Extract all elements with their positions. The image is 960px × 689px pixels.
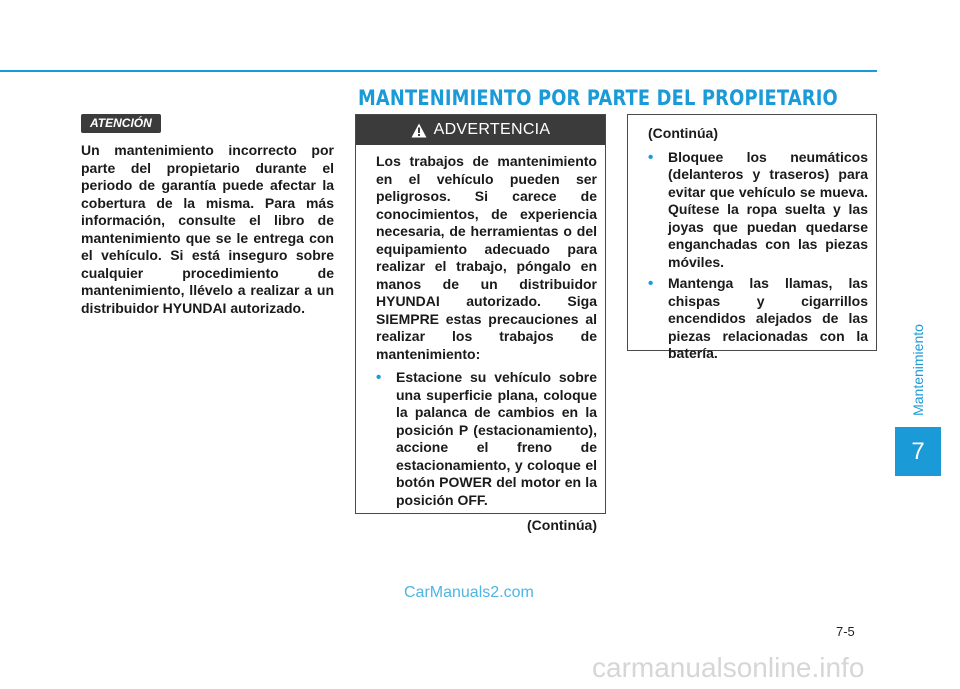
- warning-header-label: ADVERTENCIA: [433, 121, 551, 138]
- warning-header: [356, 115, 605, 145]
- continues-label: (Continúa): [527, 517, 597, 533]
- watermark-primary: CarManuals2.com: [404, 584, 534, 601]
- watermark-secondary: carmanualsonline.info: [592, 652, 865, 683]
- warning-box: [355, 114, 606, 533]
- caution-label: ATENCIÓN: [81, 114, 161, 133]
- chapter-label-text: Mantenimiento: [910, 324, 927, 416]
- caution-text: Un mantenimiento incorrecto por parte del propietario durante el periodo de garantía puede afectar la cobertura de la misma. Para más información, consulte el libro de mantenimiento que se le entrega con el vehículo. Si está inseguro sobre cualquier procedimiento de mantenimiento, llévelo a realizar a un distribuidor HYUNDAI autorizado.: [81, 142, 334, 316]
- continued-body: [628, 115, 876, 363]
- continued-list: [648, 149, 868, 363]
- warning-item: • Estacione su vehículo sobre una superficie plana, coloque la palanca de cambios en la posición P (estacionamiento), accione el freno de estacionamiento, y coloque el botón POWER del motor en la posición OFF.: [376, 369, 597, 509]
- warning-body: [356, 145, 605, 535]
- page-number: 7-5: [836, 624, 855, 639]
- chapter-tab: 7: [895, 427, 941, 476]
- top-rule: [0, 70, 877, 72]
- warning-list: [376, 369, 597, 509]
- section-title: MANTENIMIENTO POR PARTE DEL PROPIETARIO: [358, 86, 838, 110]
- chapter-label: [893, 324, 943, 416]
- continued-item: • Bloquee los neumáticos (delanteros y traseros) para evitar que vehículo se mueva. Quítese la ropa suelta y las joyas que puedan quedarse enganchadas con las piezas móviles.: [648, 149, 868, 272]
- warning-triangle-icon: [411, 123, 427, 138]
- continued-label: (Continúa): [648, 125, 718, 141]
- continued-item: • Mantenga las llamas, las chispas y cigarrillos encendidos alejados de las piezas relacionadas con la batería.: [648, 275, 868, 363]
- warning-intro: Los trabajos de mantenimiento en el vehículo pueden ser peligrosos. Si carece de conocimientos, de experiencia necesaria, de herramientas o del equipamiento adecuado para realizar el trabajo, póngalo en manos de un distribuidor HYUNDAI autorizado. Siga SIEMPRE estas precauciones al realizar los trabajos de mantenimiento:: [376, 153, 597, 362]
- continued-box: [627, 114, 877, 361]
